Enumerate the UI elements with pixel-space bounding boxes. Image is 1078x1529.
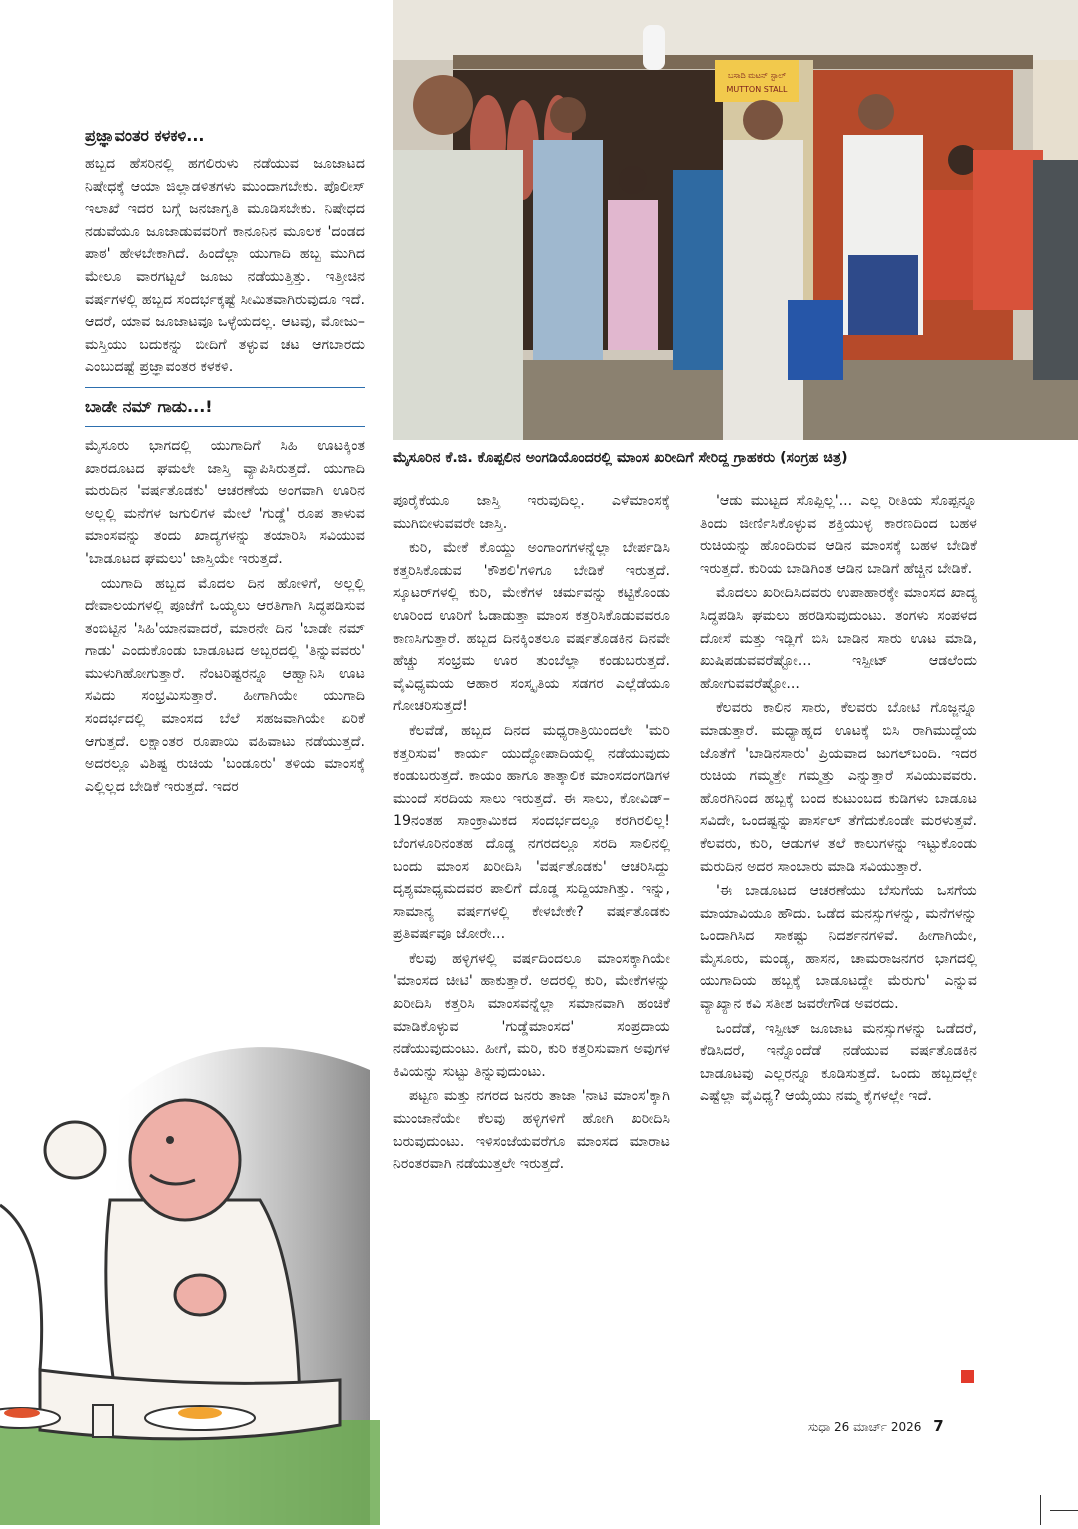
photo-caption: ಮೈಸೂರಿನ ಕೆ.ಜಿ. ಕೊಪ್ಪಲಿನ ಅಂಗಡಿಯೊಂದರಲ್ಲಿ ಮಾಂಸ ಖರೀದಿಗೆ ಸೇರಿದ್ದ ಗ್ರಾಹಕರು (ಸಂಗ್ರಹ ಚಿತ್ರ) [393,450,848,466]
section-heading-1: ಪ್ರಜ್ಞಾವಂತರ ಕಳಕಳಿ... [85,126,205,145]
diners-sketch [0,950,380,1525]
column-3 [700,490,977,1110]
section-divider [85,387,365,388]
market-photo [393,0,1078,440]
page-footer [808,1417,944,1435]
paragraph: ಯುಗಾದಿ ಹಬ್ಬದ ಮೊದಲ ದಿನ ಹೋಳಿಗೆ, ಅಲ್ಲಲ್ಲಿ ದೇವಾಲಯಗಳಲ್ಲಿ ಪೂಜೆಗೆ ಒಯ್ಯಲು ಆರತಿಗಾಗಿ ಸಿದ್ಧಪಡಿಸುವ ತಂಬಿಟ್ಟಿನ 'ಸಿಹಿ'ಯಾನವಾದರೆ, ಮಾರನೇ ದಿನ 'ಬಾಡೇ ನಮ್ ಗಾಡು' ಎಂದುಕೊಂಡು ಬಾಡೂಟದ ಅಬ್ಬರದಲ್ಲಿ 'ತಿನ್ನುವವರು' ಮುಳುಗಿಹೋಗುತ್ತಾರೆ. ನೆಂಟರಿಷ್ಟರನ್ನೂ ಆಹ್ವಾನಿಸಿ ಊಟ ಸವಿದು ಸಂಭ್ರಮಿಸುತ್ತಾರೆ. ಹೀಗಾಗಿಯೇ ಯುಗಾದಿ ಸಂದರ್ಭದಲ್ಲಿ ಮಾಂಸದ ಬೆಲೆ ಸಹಜವಾಗಿಯೇ ಏರಿಕೆ ಆಗುತ್ತದೆ. ಲಕ್ಷಾಂತರ ರೂಪಾಯಿ ವಹಿವಾಟು ನಡೆಯುತ್ತದೆ. ಅದರಲ್ಲೂ ವಿಶಿಷ್ಟ ರುಚಿಯ 'ಬಂಡೂರು' ತಳಿಯ ಮಾಂಸಕ್ಕೆ ಎಲ್ಲಿಲ್ಲದ ಬೇಡಿಕೆ ಇರುತ್ತದೆ. ಇದರ [85,575,365,795]
crop-mark [1050,1510,1078,1511]
feast-illustration [0,950,380,1525]
paragraph: 'ಈ ಬಾಡೂಟದ ಆಚರಣೆಯು ಬೆಸುಗೆಯ ಒಸಗೆಯ ಮಾಯಾವಿಯೂ ಹೌದು. ಒಡೆದ ಮನಸ್ಸುಗಳನ್ನು, ಮನೆಗಳನ್ನು ಒಂದಾಗಿಸಿದ ಸಾಕಷ್ಟು ನಿದರ್ಶನಗಳಿವೆ. ಹೀಗಾಗಿಯೇ, ಮೈಸೂರು, ಮಂಡ್ಯ, ಹಾಸನ, ಚಾಮರಾಜನಗರ ಭಾಗದಲ್ಲಿ ಯುಗಾದಿಯ ಹಬ್ಬಕ್ಕೆ ಬಾಡೂಟದ್ದೇ ಮೆರುಗು' ಎನ್ನುವ ವ್ಯಾಖ್ಯಾನ ಕವಿ ಸತೀಶ ಜವರೇಗೌಡ ಅವರದು. [700,883,977,1013]
crop-mark [1040,1495,1041,1525]
paragraph: ಪಟ್ಟಣ ಮತ್ತು ನಗರದ ಜನರು ತಾಜಾ 'ನಾಟಿ ಮಾಂಸ'ಕ್ಕಾಗಿ ಮುಂಜಾನೆಯೇ ಕೆಲವು ಹಳ್ಳಿಗಳಿಗೆ ಹೋಗಿ ಖರೀದಿಸಿ ಬರುವುದುಂಟು. ಇಳಿಸಂಜೆಯವರೆಗೂ ಮಾಂಸದ ಮಾರಾಟ ನಿರಂತರವಾಗಿ ನಡೆಯುತ್ತಲೇ ಇರುತ್ತದೆ. [393,1088,670,1173]
page-number: 7 [933,1417,944,1435]
section-heading-2: ಬಾಡೇ ನಮ್ ಗಾಡು...! [85,396,213,416]
article-end-mark [961,1370,974,1383]
paragraph: ಕೆಲವು ಹಳ್ಳಿಗಳಲ್ಲಿ ವರ್ಷದಿಂದಲೂ ಮಾಂಸಕ್ಕಾಗಿಯೇ 'ಮಾಂಸದ ಚೀಟಿ' ಹಾಕುತ್ತಾರೆ. ಅದರಲ್ಲಿ ಕುರಿ, ಮೇಕೆಗಳನ್ನು ಖರೀದಿಸಿ ಕತ್ತರಿಸಿ ಮಾಂಸವನ್ನೆಲ್ಲಾ ಸಮಾನವಾಗಿ ಹಂಚಿಕೆ ಮಾಡಿಕೊಳ್ಳುವ 'ಗುಡ್ಡೆಮಾಂಸದ' ಸಂಪ್ರದಾಯ ನಡೆಯುವುದುಂಟು. ಹೀಗೆ, ಮರಿ, ಕುರಿ ಕತ್ತರಿಸುವಾಗ ಅವುಗಳ ಕಿವಿಯನ್ನು ಸುಟ್ಟು ತಿನ್ನುವುದುಂಟು. [393,950,670,1080]
paragraph: ಪೂರೈಕೆಯೂ ಜಾಸ್ತಿ ಇರುವುದಿಲ್ಲ. ಎಳೆಮಾಂಸಕ್ಕೆ ಮುಗಿಬೀಳುವವರೇ ಜಾಸ್ತಿ. [393,493,670,532]
column-1 [85,125,365,800]
paragraph: ಮೈಸೂರು ಭಾಗದಲ್ಲಿ ಯುಗಾದಿಗೆ ಸಿಹಿ ಊಟಕ್ಕಿಂತ ಖಾರದೂಟದ ಘಮಲೇ ಜಾಸ್ತಿ ವ್ಯಾಪಿಸಿರುತ್ತದೆ. ಯುಗಾದಿ ಮರುದಿನ 'ವರ್ಷತೊಡಕು' ಆಚರಣೆಯ ಅಂಗವಾಗಿ ಊರಿನ ಅಲ್ಲಲ್ಲಿ ಮನೆಗಳ ಜಗುಲಿಗಳ ಮೇಲೆ 'ಗುಡ್ಡೆ' ರೂಪ ತಾಳುವ ಮಾಂಸವನ್ನು ತಂದು ಖಾದ್ಯಗಳನ್ನು ತಯಾರಿಸಿ ಸವಿಯುವ 'ಬಾಡೂಟದ ಘಮಲು' ಜಾಸ್ತಿಯೇ ಇರುತ್ತದೆ. [85,437,365,567]
paragraph: ಹಬ್ಬದ ಹೆಸರಿನಲ್ಲಿ ಹಗಲಿರುಳು ನಡೆಯುವ ಜೂಜಾಟದ ನಿಷೇಧಕ್ಕೆ ಆಯಾ ಜಿಲ್ಲಾಡಳಿತಗಳು ಮುಂದಾಗಬೇಕು. ಪೊಲೀಸ್ ಇಲಾಖೆ ಇದರ ಬಗ್ಗೆ ಜನಜಾಗೃತಿ ಮೂಡಿಸಬೇಕು. ನಿಷೇಧದ ನಡುವೆಯೂ ಜೂಜಾಡುವವರಿಗೆ ಕಾನೂನಿನ ಮೂಲಕ 'ದಂಡದ ಪಾಠ' ಹೇಳಬೇಕಾಗಿದೆ. ಹಿಂದೆಲ್ಲಾ ಯುಗಾದಿ ಹಬ್ಬ ಮುಗಿದ ಮೇಲೂ ವಾರಗಟ್ಟಲೆ ಜೂಜು ನಡೆಯುತ್ತಿತ್ತು. ಇತ್ತೀಚಿನ ವರ್ಷಗಳಲ್ಲಿ ಹಬ್ಬದ ಸಂದರ್ಭಕ್ಕಷ್ಟೆ ಸೀಮಿತವಾಗಿರುವುದೂ ಇದೆ. ಆದರೆ, ಯಾವ ಜೂಜಾಟವೂ ಒಳ್ಳೆಯದಲ್ಲ. ಆಟವು, ಮೋಜು–ಮಸ್ತಿಯು ಬದುಕನ್ನು ಬೀದಿಗೆ ತಳ್ಳುವ ಚಟ ಆಗಬಾರದು ಎಂಬುದಷ್ಟೆ ಪ್ರಜ್ಞಾವಂತರ ಕಳಕಳಿ. [85,156,365,376]
column-2 [393,490,670,1178]
paragraph: ಮೊದಲು ಖರೀದಿಸಿದವರು ಉಪಾಹಾರಕ್ಕೇ ಮಾಂಸದ ಖಾದ್ಯ ಸಿದ್ಧಪಡಿಸಿ ಘಮಲು ಹರಡಿಸುವುದುಂಟು. ತಂಗಳು ಸಂಪಳದ ದೋಸೆ ಮತ್ತು ಇಡ್ಲಿಗೆ ಬಿಸಿ ಬಾಡಿನ ಸಾರು ಊಟ ಮಾಡಿ, ಖುಷಿಪಡುವವರೆಷ್ಟೋ... ಇಸ್ಪೀಟ್ ಆಡಲೆಂದು ಹೋಗುವವರೆಷ್ಟೋ... [700,585,977,692]
paragraph: ಕೆಲವೆಡೆ, ಹಬ್ಬದ ದಿನದ ಮಧ್ಯರಾತ್ರಿಯಿಂದಲೇ 'ಮರಿ ಕತ್ತರಿಸುವ' ಕಾರ್ಯ ಯುದ್ಧೋಪಾದಿಯಲ್ಲಿ ನಡೆಯುವುದು ಕಂಡುಬರುತ್ತದೆ. ಕಾಯಂ ಹಾಗೂ ತಾತ್ಕಾಲಿಕ ಮಾಂಸದಂಗಡಿಗಳ ಮುಂದೆ ಸರದಿಯ ಸಾಲು ಇರುತ್ತದೆ. ಈ ಸಾಲು, ಕೋವಿಡ್–19ನಂತಹ ಸಾಂಕ್ರಾಮಿಕದ ಸಂದರ್ಭದಲ್ಲೂ ಕರಗಿರಲಿಲ್ಲ! ಬೆಂಗಳೂರಿನಂತಹ ದೊಡ್ಡ ನಗರದಲ್ಲೂ ಸರದಿ ಸಾಲಿನಲ್ಲಿ ಬಂದು ಮಾಂಸ ಖರೀದಿಸಿ 'ವರ್ಷತೊಡಕು' ಆಚರಿಸಿದ್ದು ದೃಶ್ಯಮಾಧ್ಯಮದವರ ಪಾಲಿಗೆ ದೊಡ್ಡ ಸುದ್ದಿಯಾಗಿತ್ತು. ಇನ್ನು, ಸಾಮಾನ್ಯ ವರ್ಷಗಳಲ್ಲಿ ಕೇಳಬೇಕೇ? ವರ್ಷತೊಡಕು ಪ್ರತಿವರ್ಷವೂ ಜೋರೇ... [393,722,670,943]
paragraph: ಒಂದೆಡೆ, ಇಸ್ಪೀಟ್ ಜೂಜಾಟ ಮನಸ್ಸುಗಳನ್ನು ಒಡೆದರೆ, ಕೆಡಿಸಿದರೆ, ಇನ್ನೊಂದೆಡೆ ನಡೆಯುವ ವರ್ಷತೊಡಕಿನ ಬಾಡೂಟವು ಎಲ್ಲರನ್ನೂ ಕೂಡಿಸುತ್ತದೆ. ಒಂದು ಹಬ್ಬದಲ್ಲೇ ಎಷ್ಟೆಲ್ಲಾ ವೈವಿಧ್ಯ? ಆಯ್ಕೆಯು ನಮ್ಮ ಕೈಗಳಲ್ಲೇ ಇದೆ. [700,1020,977,1105]
paragraph: ಕುರಿ, ಮೇಕೆ ಕೊಯ್ದು ಅಂಗಾಂಗಗಳನ್ನೆಲ್ಲಾ ಬೇರ್ಪಡಿಸಿ ಕತ್ತರಿಸಿಕೊಡುವ 'ಕೌಶಲಿ'ಗಳಿಗೂ ಬೇಡಿಕೆ ಇರುತ್ತದೆ. ಸ್ಕೂಟರ್‌ಗಳಲ್ಲಿ ಕುರಿ, ಮೇಕೆಗಳ ಚರ್ಮವನ್ನು ಕಟ್ಟಿಕೊಂಡು ಊರಿಂದ ಊರಿಗೆ ಓಡಾಡುತ್ತಾ ಮಾಂಸ ಕತ್ತರಿಸಿಕೊಡುವವರೂ ಕಾಣಸಿಗುತ್ತಾರೆ. ಹಬ್ಬದ ದಿನಕ್ಕಿಂತಲೂ ವರ್ಷತೊಡಕಿನ ದಿನವೇ ಹೆಚ್ಚು ಸಂಭ್ರಮ ಊರ ತುಂಬೆಲ್ಲಾ ಕಂಡುಬರುತ್ತದೆ. ವೈವಿಧ್ಯಮಯ ಆಹಾರ ಸಂಸ್ಕೃತಿಯ ಸಡಗರ ಎಲ್ಲೆಡೆಯೂ ಗೋಚರಿಸುತ್ತದೆ! [393,540,670,715]
shop-sign: MUTTON STALL [726,85,788,94]
issue-info: ಸುಧಾ 26 ಮಾರ್ಚ್ 2026 [808,1420,922,1434]
shop-sign-small: ಬಸಾದಿ ಮಟನ್ ಸ್ಟಾಲ್ [727,71,787,80]
paragraph: ಕೆಲವರು ಕಾಲಿನ ಸಾರು, ಕೆಲವರು ಬೋಟಿ ಗೊಜ್ಜನ್ನೂ ಮಾಡುತ್ತಾರೆ. ಮಧ್ಯಾಹ್ನದ ಊಟಕ್ಕೆ ಬಿಸಿ ರಾಗಿಮುದ್ದೆಯ ಜೊತೆಗೆ 'ಬಾಡಿನಸಾರು' ಪ್ರಿಯವಾದ ಜುಗಲ್‌ಬಂದಿ. ಇದರ ರುಚಿಯ ಗಮ್ಮತ್ತೇ ಗಮ್ಮತ್ತು ಎನ್ನುತ್ತಾರೆ ಸವಿಯುವವರು. ಹೊರಗಿನಿಂದ ಹಬ್ಬಕ್ಕೆ ಬಂದ ಕುಟುಂಬದ ಕುಡಿಗಳು ಬಾಡೂಟ ಸವಿದೇ, ಒಂದಷ್ಟನ್ನು ಪಾರ್ಸಲ್ ತೆಗೆದುಕೊಂಡೇ ಮರಳುತ್ತವೆ. ಕೆಲವರು, ಕುರಿ, ಆಡುಗಳ ತಲೆ ಕಾಲುಗಳನ್ನು ಇಟ್ಟುಕೊಂಡು ಮರುದಿನ ಅದರ ಸಾಂಬಾರು ಮಾಡಿ ಸವಿಯುತ್ತಾರೆ. [700,700,977,875]
mutton-stall-photo [393,0,1078,440]
paragraph: 'ಆಡು ಮುಟ್ಟದ ಸೊಪ್ಪಿಲ್ಲ'... ಎಲ್ಲ ರೀತಿಯ ಸೊಪ್ಪನ್ನೂ ತಿಂದು ಜೀರ್ಣಿಸಿಕೊಳ್ಳುವ ಶಕ್ತಿಯುಳ್ಳ ಕಾರಣದಿಂದ ಬಹಳ ರುಚಿಯನ್ನು ಹೊಂದಿರುವ ಆಡಿನ ಮಾಂಸಕ್ಕೆ ಬಹಳ ಬೇಡಿಕೆ ಇರುತ್ತದೆ. ಕುರಿಯ ಬಾಡಿಗಿಂತ ಆಡಿನ ಬಾಡಿಗೆ ಹೆಚ್ಚಿನ ಬೇಡಿಕೆ. [700,493,977,577]
section-divider [85,426,365,427]
